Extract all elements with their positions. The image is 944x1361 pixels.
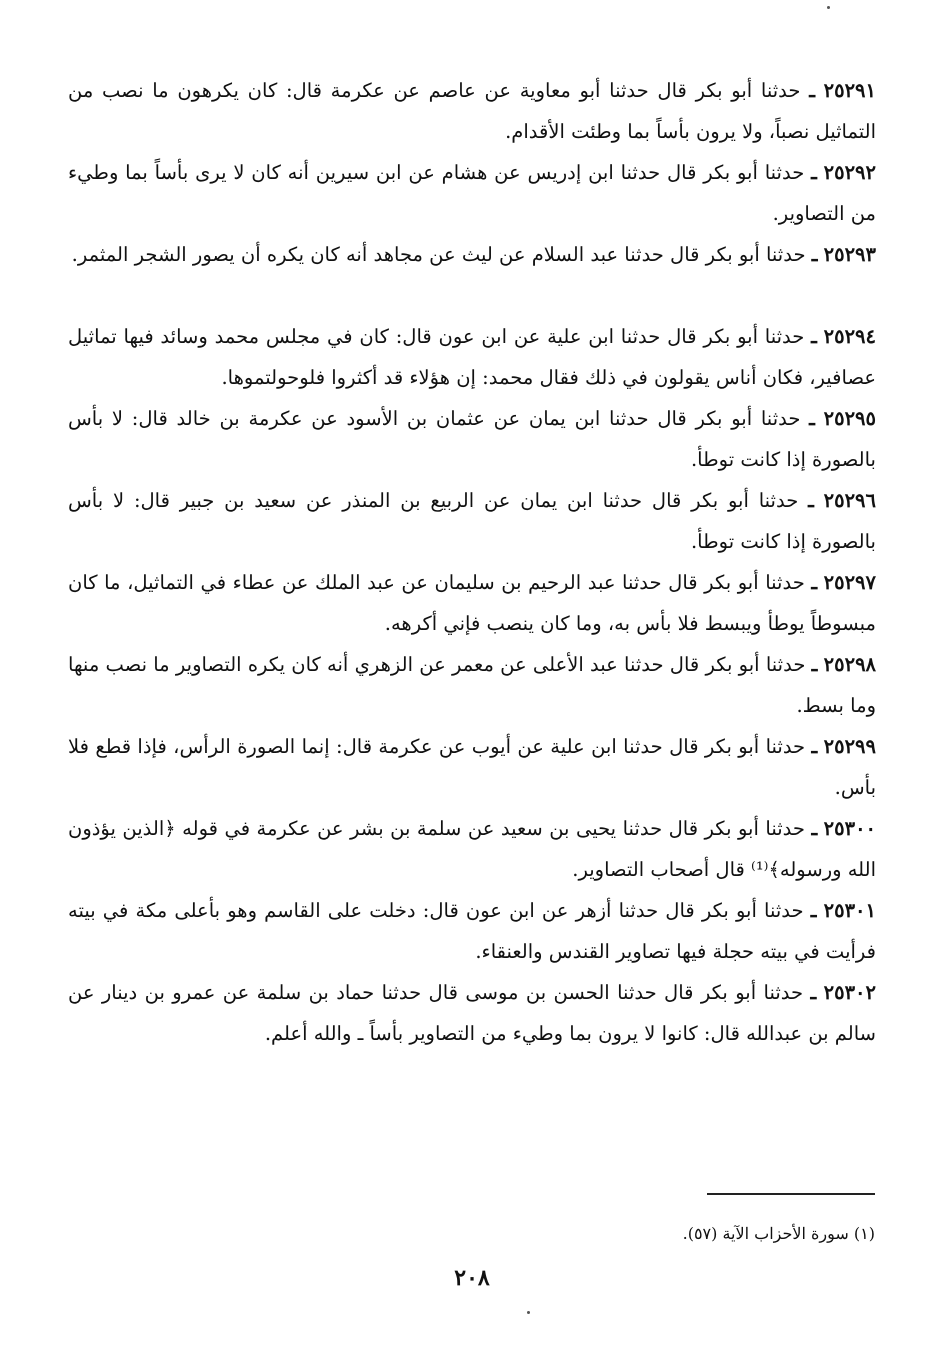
hadith-separator: ـ: [811, 571, 818, 594]
hadith-text: حدثنا أبو بكر قال حدثنا أبو معاوية عن عاصم عن عكرمة قال: كان يكرهون ما نصب من التماثيل نصباً، ولا يرون بأساً بما وطئت الأقدام.: [68, 79, 876, 143]
hadith-separator: ـ: [808, 489, 814, 512]
hadith-entry: [68, 152, 876, 234]
hadith-number: ٢٥٣٠٢: [823, 981, 876, 1004]
hadith-entry: [68, 316, 876, 398]
hadith-list: [68, 70, 876, 1054]
hadith-separator: ـ: [810, 981, 817, 1004]
footnote-divider: [707, 1193, 875, 1195]
hadith-number: ٢٥٢٩٣: [823, 243, 876, 266]
hadith-number: ٢٥٣٠٠: [823, 817, 876, 840]
hadith-text: حدثنا أبو بكر قال حدثنا عبد الأعلى عن معمر عن الزهري أنه كان يكره التصاوير ما نصب منها وما بسط.: [68, 653, 876, 717]
hadith-text: حدثنا أبو بكر قال حدثنا عبد السلام عن ليث عن مجاهد أنه كان يكره أن يصور الشجر المثمر.: [71, 243, 806, 266]
hadith-number: ٢٥٢٩٧: [823, 571, 876, 594]
hadith-separator: ـ: [811, 735, 818, 758]
hadith-separator: ـ: [811, 325, 817, 348]
hadith-text: حدثنا أبو بكر قال حدثنا ابن علية عن ابن عون قال: كان في مجلس محمد وسائد فيها تماثيل عصافير، فكان أناس يقولون في ذلك فقال محمد: إن هؤلاء قد أكثروا فلوحولتموها.: [68, 325, 876, 389]
hadith-entry: [68, 972, 876, 1054]
hadith-number: ٢٥٢٩٤: [823, 325, 876, 348]
hadith-number: ٢٥٢٩٦: [823, 489, 876, 512]
hadith-entry: [68, 480, 876, 562]
hadith-number: ٢٥٢٩٥: [823, 407, 876, 430]
hadith-entry: [68, 808, 876, 890]
hadith-separator: ـ: [809, 407, 815, 430]
hadith-separator: ـ: [811, 161, 817, 184]
hadith-text: حدثنا أبو بكر قال حدثنا ابن يمان عن الربيع بن المنذر عن سعيد بن جبير قال: لا بأس بالصورة إذا كانت توطأ.: [68, 489, 876, 553]
scan-speck: [527, 1311, 530, 1314]
hadith-number: ٢٥٣٠١: [823, 899, 876, 922]
hadith-entry: [68, 890, 876, 972]
hadith-text: حدثنا أبو بكر قال حدثنا الحسن بن موسى قال حدثنا حماد بن سلمة عن عمرو بن دينار عن سالم بن عبدالله قال: كانوا لا يرون بما وطيء من التصاوير بأساً ـ والله أعلم.: [68, 981, 876, 1045]
hadith-entry: [68, 644, 876, 726]
hadith-separator: ـ: [810, 899, 817, 922]
hadith-entry: [68, 234, 876, 316]
hadith-separator: ـ: [811, 243, 818, 266]
hadith-number: ٢٥٢٩٩: [823, 735, 876, 758]
hadith-number: ٢٥٢٩٢: [823, 161, 876, 184]
footnote: (١) سورة الأحزاب الآية (٥٧).: [682, 1224, 875, 1243]
hadith-entry: [68, 726, 876, 808]
hadith-entry: [68, 562, 876, 644]
hadith-number: ٢٥٢٩٨: [823, 653, 876, 676]
scan-speck: [827, 6, 830, 9]
hadith-text: حدثنا أبو بكر قال حدثنا عبد الرحيم بن سليمان عن عبد الملك عن عطاء في التماثيل، ما كان مبسوطاً يوطأ ويبسط فلا بأس به، وما كان ينصب فإني أكرهه.: [68, 571, 876, 635]
hadith-text: حدثنا أبو بكر قال حدثنا ابن يمان عن عثمان بن الأسود عن عكرمة بن خالد قال: لا بأس بالصورة إذا كانت توطأ.: [68, 407, 876, 471]
hadith-separator: ـ: [811, 817, 818, 840]
page-number: ٢٠٨: [454, 1265, 490, 1291]
hadith-text: حدثنا أبو بكر قال حدثنا يحيى بن سعيد عن سلمة بن بشر عن عكرمة في قوله ﴿الذين يؤذون الله ورسوله﴾⁽¹⁾ قال أصحاب التصاوير.: [68, 817, 876, 881]
hadith-entry: [68, 398, 876, 480]
hadith-separator: ـ: [811, 653, 818, 676]
hadith-number: ٢٥٢٩١: [823, 79, 876, 102]
hadith-text: حدثنا أبو بكر قال حدثنا أزهر عن ابن عون قال: دخلت على القاسم وهو بأعلى مكة في بيته فرأيت في بيته حجلة فيها تصاوير القندس والعنقاء.: [68, 899, 876, 963]
hadith-separator: ـ: [809, 79, 815, 102]
hadith-text: حدثنا أبو بكر قال حدثنا ابن إدريس عن هشام عن ابن سيرين أنه كان لا يرى بأساً بما وطيء من التصاوير.: [68, 161, 876, 225]
hadith-entry: [68, 70, 876, 152]
hadith-text: حدثنا أبو بكر قال حدثنا ابن علية عن أيوب عن عكرمة قال: إنما الصورة الرأس، فإذا قطع فلا بأس.: [68, 735, 876, 799]
